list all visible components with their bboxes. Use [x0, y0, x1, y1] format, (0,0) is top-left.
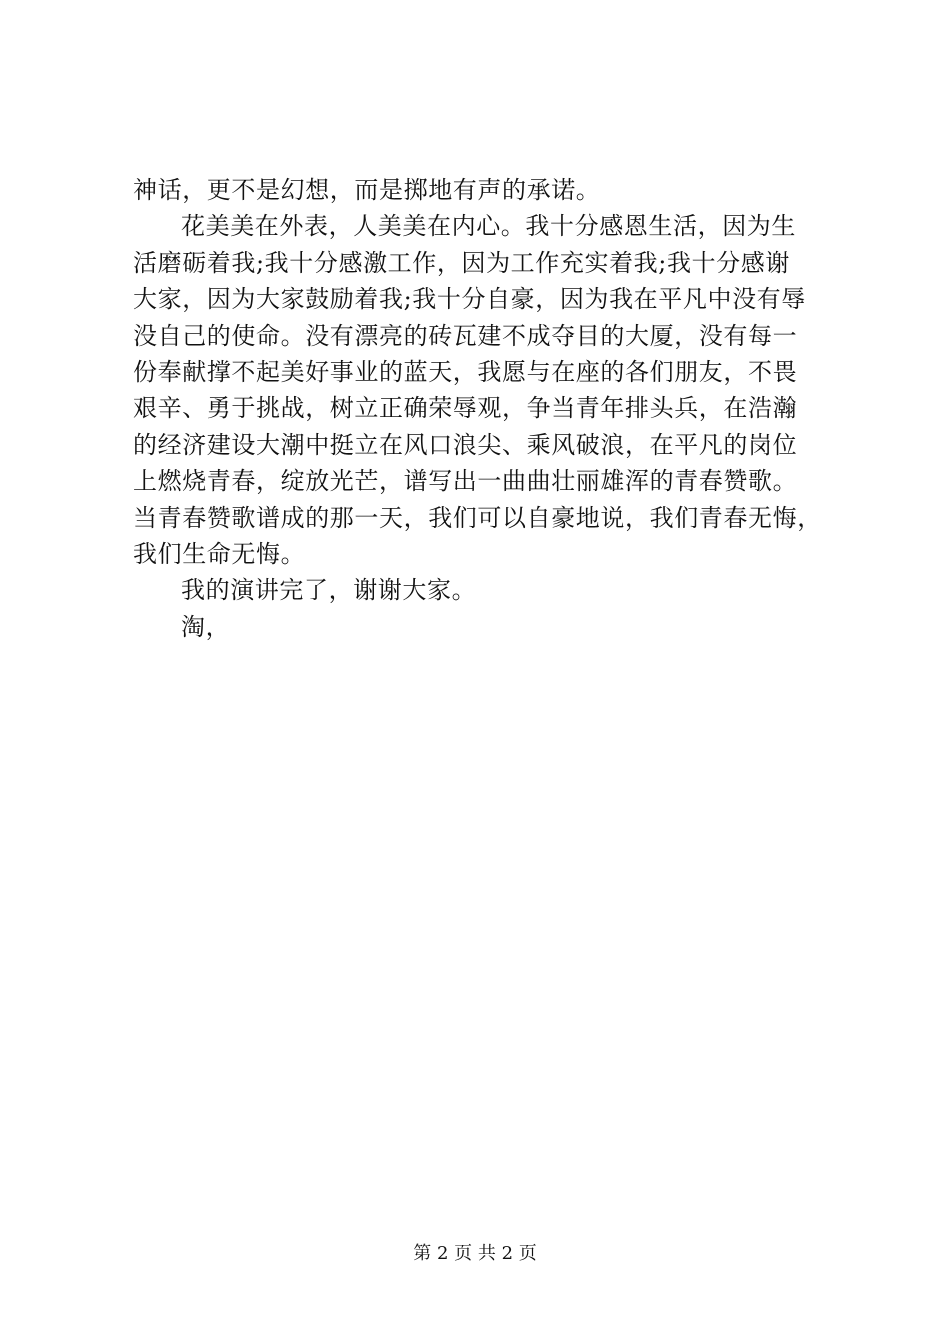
text-line: 份奉献撑不起美好事业的蓝天，我愿与在座的各们朋友，不畏	[133, 357, 798, 386]
text-line: 大家，因为大家鼓励着我;我十分自豪，因为我在平凡中没有辱	[133, 285, 806, 314]
text-line: 没自己的使命。没有漂亮的砖瓦建不成夺目的大厦，没有每一	[133, 321, 798, 350]
text-line: 活磨砺着我;我十分感激工作，因为工作充实着我;我十分感谢	[133, 248, 790, 277]
text-line: 神话，更不是幻想，而是掷地有声的承诺。	[133, 176, 601, 204]
closing-line: 我的演讲完了，谢谢大家。	[181, 576, 477, 605]
text-line: 上燃烧青春，绽放光芒，谱写出一曲曲壮丽雄浑的青春赞歌。	[133, 467, 798, 496]
body-text	[133, 172, 830, 645]
text-line: 我们生命无悔。	[133, 539, 306, 568]
trailing-line: 淘，	[181, 612, 231, 641]
text-line: 当青春赞歌谱成的那一天，我们可以自豪地说，我们青春无悔，	[133, 503, 822, 532]
text-line: 艰辛、勇于挑战，树立正确荣辱观，争当青年排头兵，在浩瀚	[133, 394, 798, 423]
paragraph-start-line: 花美美在外表，人美美在内心。我十分感恩生活，因为生	[181, 212, 796, 241]
text-line: 的经济建设大潮中挺立在风口浪尖、乘风破浪，在平凡的岗位	[133, 430, 798, 459]
page-number-footer: 第 2 页 共 2 页	[413, 1243, 537, 1264]
